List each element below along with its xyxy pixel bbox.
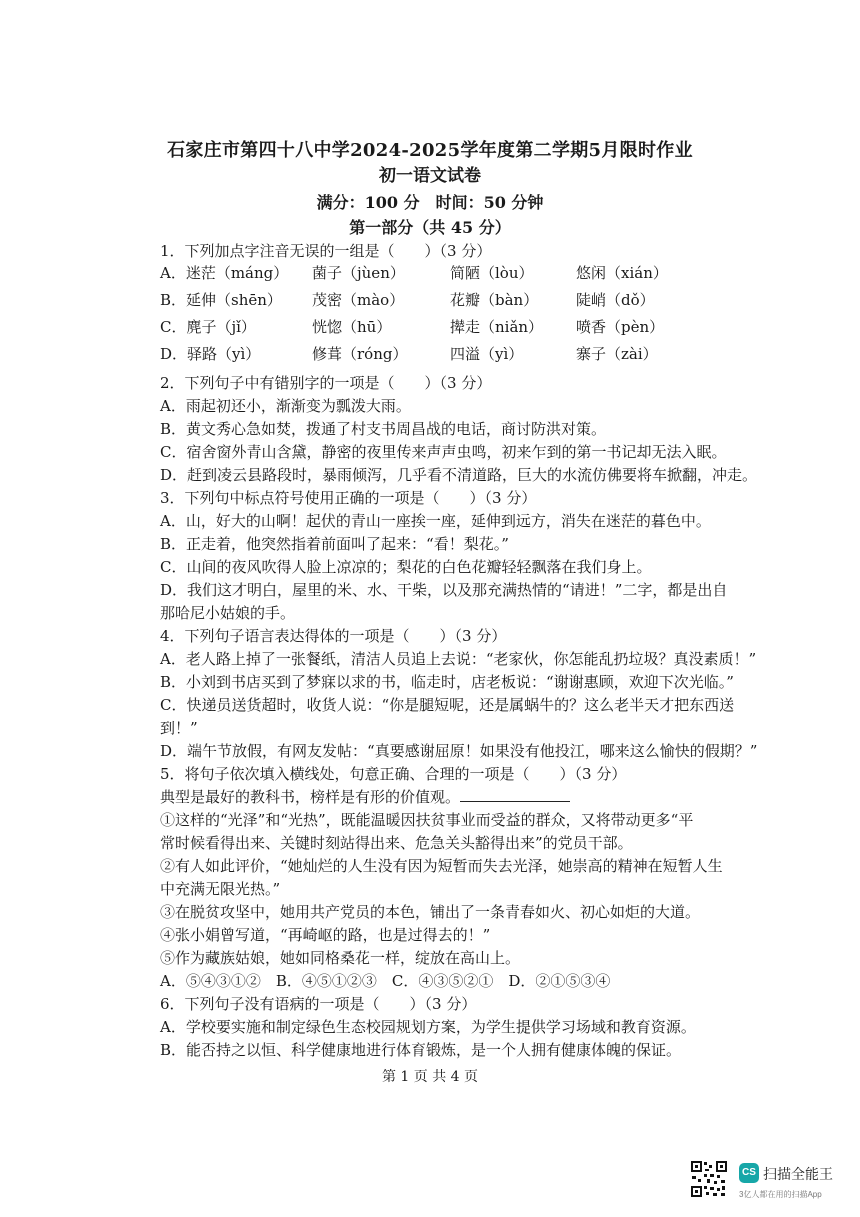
camscanner-logo-icon: CS xyxy=(739,1163,759,1183)
q2-option-c: C．宿舍窗外青山含黛，静密的夜里传来声声虫鸣，初来乍到的第一书记却无法入眠。 xyxy=(160,443,727,461)
q4-option-c: C．快递员送货超时，收货人说：“你是腿短呢，还是属蜗牛的？这么老半天才把东西送 xyxy=(160,696,735,714)
q1-a-2: 菌子（jùen） xyxy=(312,264,405,282)
q5-sentence-1-cont: 常时候看得出来、关键时刻站得出来、危急关头豁得出来”的党员干部。 xyxy=(160,834,633,852)
q5-sentence-1: ①这样的“光泽”和“光热”，既能温暖因扶贫事业而受益的群众，又将带动更多“平 xyxy=(160,811,694,829)
q5-blank xyxy=(460,787,570,802)
page-number: 第 1 页 共 4 页 xyxy=(381,1069,479,1085)
q5-options: A．⑤④③①② B．④⑤①②③ C．④③⑤②① D．②①⑤③④ xyxy=(160,972,611,990)
q4-option-a: A．老人路上掉了一张餐纸，清洁人员追上去说：“老家伙，你怎能乱扔垃圾？真没素质！” xyxy=(160,650,757,668)
q1-b-4: 陡峭（dǒ） xyxy=(576,291,655,309)
q3-option-a: A．山，好大的山啊！起伏的青山一座挨一座，延伸到远方，消失在迷茫的暮色中。 xyxy=(160,512,711,530)
q1-b-3: 花瓣（bàn） xyxy=(450,291,539,309)
subject-title: 初一语文试卷 xyxy=(379,166,481,186)
q6-option-b: B．能否持之以恒、科学健康地进行体育锻炼，是一个人拥有健康体魄的保证。 xyxy=(160,1041,682,1059)
q1-b-2: 茂密（mào） xyxy=(312,291,405,309)
q5-sentence-3: ③在脱贫攻坚中，她用共产党员的本色，铺出了一条青春如火、初心如炬的大道。 xyxy=(160,903,701,921)
q3-stem: 3．下列句中标点符号使用正确的一项是（ ）（3 分） xyxy=(160,489,537,507)
q1-c-3: 撵走（niǎn） xyxy=(450,318,544,336)
q2-stem: 2．下列句子中有错别字的一项是（ ）（3 分） xyxy=(160,374,492,392)
q4-option-c-cont: 到！” xyxy=(160,719,198,737)
q3-option-d: D．我们这才明白，屋里的米、水、干柴，以及那充满热情的“请进！”二字，都是出自 xyxy=(160,581,728,599)
q4-option-b: B．小刘到书店买到了梦寐以求的书，临走时，店老板说：“谢谢惠顾，欢迎下次光临。” xyxy=(160,673,734,691)
qr-code-icon xyxy=(690,1160,728,1198)
q1-a-3: 简陋（lòu） xyxy=(450,264,534,282)
q5-sentence-2-cont: 中充满无限光热。” xyxy=(160,880,281,898)
q5-stem: 5．将句子依次填入横线处，句意正确、合理的一项是（ ）（3 分） xyxy=(160,765,627,783)
q1-d-4: 寨子（zài） xyxy=(576,345,658,363)
q4-option-d: D．端午节放假，有网友发帖：“真要感谢屈原！如果没有他投江，哪来这么愉快的假期？” xyxy=(160,742,758,760)
q5-sentence-5: ⑤作为藏族姑娘，她如同格桑花一样，绽放在高山上。 xyxy=(160,949,521,967)
q4-stem: 4．下列句子语言表达得体的一项是（ ）（3 分） xyxy=(160,627,507,645)
q6-stem: 6．下列句子没有语病的一项是（ ）（3 分） xyxy=(160,995,477,1013)
q3-option-d-cont: 那哈尼小姑娘的手。 xyxy=(160,604,296,622)
q5-intro: 典型是最好的教科书，榜样是有形的价值观。 xyxy=(160,788,461,806)
part-title: 第一部分（共 45 分） xyxy=(349,218,511,237)
q1-a-1: A．迷茫（máng） xyxy=(160,264,289,282)
q5-intro-line xyxy=(160,786,800,807)
q1-d-2: 修葺（róng） xyxy=(312,345,408,363)
q6-option-a: A．学校要实施和制定绿色生态校园规划方案，为学生提供学习场域和教育资源。 xyxy=(160,1018,696,1036)
q1-c-2: 恍惚（hū） xyxy=(312,318,392,336)
q5-sentence-4: ④张小娟曾写道，“再崎岖的路，也是过得去的！” xyxy=(160,926,491,944)
q1-d-3: 四溢（yì） xyxy=(450,345,524,363)
q1-d-1: D．驿路（yì） xyxy=(160,345,261,363)
q1-c-4: 喷香（pèn） xyxy=(576,318,665,336)
q1-b-1: B．延伸（shēn） xyxy=(160,291,282,309)
q2-option-a: A．雨起初还小，渐渐变为瓢泼大雨。 xyxy=(160,397,411,415)
scanner-tagline: 3亿人都在用的扫描App xyxy=(739,1190,822,1199)
q2-option-b: B．黄文秀心急如焚，拨通了村支书周昌战的电话，商讨防洪对策。 xyxy=(160,420,607,438)
q1-c-1: C．麂子（jǐ） xyxy=(160,318,256,336)
scanner-app-name: 扫描全能王 xyxy=(763,1166,833,1182)
q1-stem: 1．下列加点字注音无误的一组是（ ）（3 分） xyxy=(160,242,492,260)
school-title: 石家庄市第四十八中学2024-2025学年度第二学期5月限时作业 xyxy=(167,140,693,161)
score-time: 满分：100 分 时间：50 分钟 xyxy=(316,193,544,212)
q3-option-b: B．正走着，他突然指着前面叫了起来：“看！梨花。” xyxy=(160,535,509,553)
q2-option-d: D．赶到凌云县路段时，暴雨倾泻，几乎看不清道路，巨大的水流仿佛要将车掀翻，冲走。 xyxy=(160,466,758,484)
q1-a-4: 悠闲（xián） xyxy=(576,264,668,282)
q3-option-c: C．山间的夜风吹得人脸上凉凉的；梨花的白色花瓣轻轻飘落在我们身上。 xyxy=(160,558,652,576)
q5-sentence-2: ②有人如此评价，“她灿烂的人生没有因为短暂而失去光泽，她崇高的精神在短暂人生 xyxy=(160,857,723,875)
